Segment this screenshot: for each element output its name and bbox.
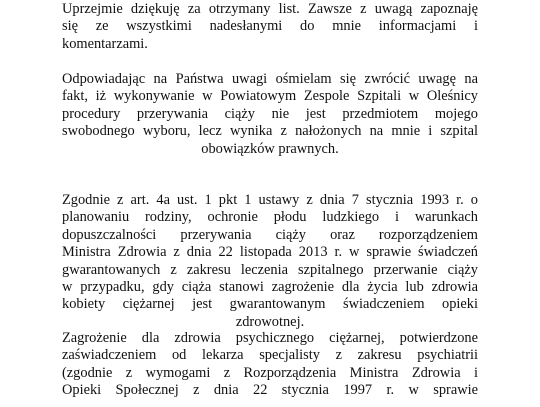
text-line: Odpowiadając na Państwa uwagi ośmielam się zwrócić uwagę na <box>62 71 478 87</box>
paragraph-legal-basis <box>62 192 478 331</box>
text-line: się ze wszystkimi nadesłanymi do mnie informacjami i <box>62 18 478 35</box>
text-line: dopuszczalności przerywania ciąży oraz rozporządzeniem <box>62 226 478 243</box>
text-line: fakt, iż wykonywanie w Powiatowym Zespole Szpitali w Oleśnicy <box>62 88 478 105</box>
text-line: (zgodnie z wymogami z Rozporządzenia Ministra Zdrowia i <box>62 364 478 381</box>
text-line: Ministra Zdrowia z dnia 22 listopada 2013 r. w sprawie świadczeń <box>62 244 478 261</box>
paragraph-thanks <box>62 1 478 53</box>
text-line: kobiety ciężarnej jest gwarantowanym świadczeniem opieki <box>62 296 478 313</box>
text-line: w przypadku, gdy ciąża stanowi zagrożenie dla życia lub zdrowia <box>62 279 478 296</box>
text-line: komentarzami. <box>62 35 148 52</box>
text-line: zdrowotnej. <box>235 313 305 330</box>
text-line: planowaniu rodziny, ochronie płodu ludzkiego i warunkach <box>62 209 478 226</box>
text-line: obowiązków prawnych. <box>201 140 339 157</box>
paragraph-mental-health <box>62 330 478 400</box>
text-line: Uprzejmie dziękuję za otrzymany list. Zawsze z uwagą zapoznaję <box>62 1 478 17</box>
text-line: zaświadczeniem od lekarza specjalisty z zakresu psychiatrii <box>62 347 478 364</box>
text-line: swobodnego wyboru, lecz wynika z nałożonych na mnie i szpital <box>62 123 478 140</box>
text-line: Opieki Społecznej z dnia 22 stycznia 1997 r. w sprawie <box>62 382 478 399</box>
paragraph-response <box>62 71 478 158</box>
text-line: Zagrożenie dla zdrowia psychicznego ciężarnej, potwierdzone <box>62 330 478 346</box>
text-line: procedury przerywania ciąży nie jest przedmiotem mojego <box>62 105 478 122</box>
text-line: gwarantowanych z zakresu leczenia szpitalnego przerwanie ciąży <box>62 261 478 278</box>
text-line: Zgodnie z art. 4a ust. 1 pkt 1 ustawy z dnia 7 stycznia 1993 r. o <box>62 192 478 208</box>
